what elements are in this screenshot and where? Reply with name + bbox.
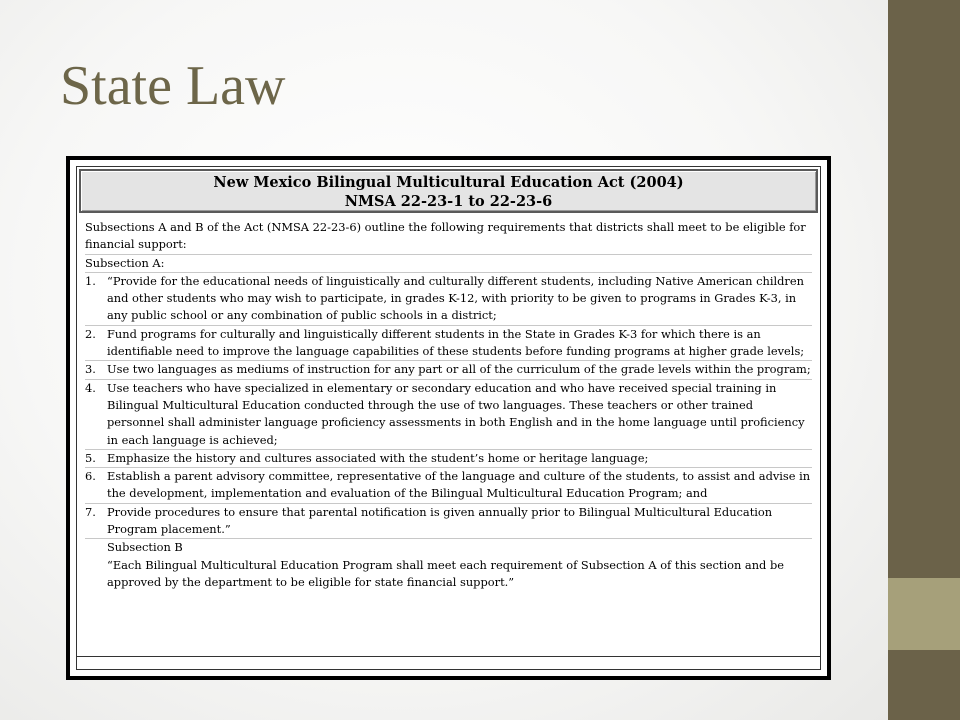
intro-paragraph: Subsections A and B of the Act (NMSA 22-23-6) outline the following requirements that districts shall meet to be eligible for financial support: bbox=[85, 219, 812, 255]
subsection-a-label: Subsection A: bbox=[85, 255, 812, 273]
document-table bbox=[76, 166, 821, 670]
list-item-number: 2. bbox=[85, 326, 96, 341]
subsection-b-label: Subsection B bbox=[107, 540, 183, 555]
header-title: New Mexico Bilingual Multicultural Education Act (2004) bbox=[213, 174, 684, 191]
list-item-text: Provide procedures to ensure that parental notification is given annually prior to Bilingual Multicultural Education Program placement.” bbox=[107, 504, 773, 537]
list-item bbox=[85, 326, 812, 362]
requirements-list bbox=[85, 273, 812, 539]
list-item bbox=[85, 380, 812, 450]
list-item-number: 7. bbox=[85, 504, 96, 519]
list-item-number: 6. bbox=[85, 469, 96, 484]
list-item-number: 5. bbox=[85, 450, 96, 465]
list-item-number: 3. bbox=[85, 362, 96, 377]
list-item bbox=[85, 361, 812, 379]
list-item-text: Establish a parent advisory committee, representative of the language and culture of the students, to assist and advise in the development, implementation and evaluation of the Bilingual Multicultural Education Program; and bbox=[107, 469, 811, 501]
subsection-b bbox=[85, 539, 812, 591]
list-item bbox=[85, 468, 812, 504]
document-page bbox=[70, 160, 827, 676]
accent-bar-light bbox=[888, 578, 960, 650]
list-item-text: Fund programs for culturally and linguistically different students in the State in Grades K-3 for which there is an identifiable need to improve the language capabilities of these students before funding programs at higher grade levels; bbox=[107, 326, 805, 359]
header-citation: NMSA 22-23-1 to 22-23-6 bbox=[344, 193, 553, 210]
list-item bbox=[85, 273, 812, 326]
list-item-text: Use two languages as mediums of instruction for any part or all of the curriculum of the grade levels within the program; bbox=[107, 362, 811, 377]
list-item bbox=[85, 450, 812, 468]
document-image bbox=[66, 156, 831, 680]
list-item-text: Use teachers who have specialized in elementary or secondary education and who have received special training in Bilingual Multicultural Education conducted through the use of two languages. These teachers or other trained personnel shall administer language proficiency assessments in both English and in the home language until proficiency in each language is achieved; bbox=[107, 380, 805, 447]
document-header bbox=[79, 169, 818, 213]
list-item bbox=[85, 504, 812, 540]
subsection-b-text: “Each Bilingual Multicultural Education Program shall meet each requirement of Subsection A of this section and be approved by the department to be eligible for state financial support.” bbox=[107, 557, 784, 589]
list-item-number: 1. bbox=[85, 273, 96, 288]
list-item-text: Emphasize the history and cultures associated with the student’s home or heritage language; bbox=[107, 450, 649, 465]
slide-title: State Law bbox=[60, 55, 286, 117]
table-bottom-rule bbox=[77, 656, 820, 657]
accent-bar-dark bbox=[888, 0, 960, 578]
document-body bbox=[77, 217, 820, 655]
accent-bar-dark-bottom bbox=[888, 650, 960, 720]
list-item-number: 4. bbox=[85, 380, 96, 395]
list-item-text: “Provide for the educational needs of linguistically and culturally different students, including Native American children and other students who may wish to participate, in grades K-12, with priority to be given to programs in Grades K-3, in any public school or any combination of public schools in a district; bbox=[107, 273, 804, 323]
